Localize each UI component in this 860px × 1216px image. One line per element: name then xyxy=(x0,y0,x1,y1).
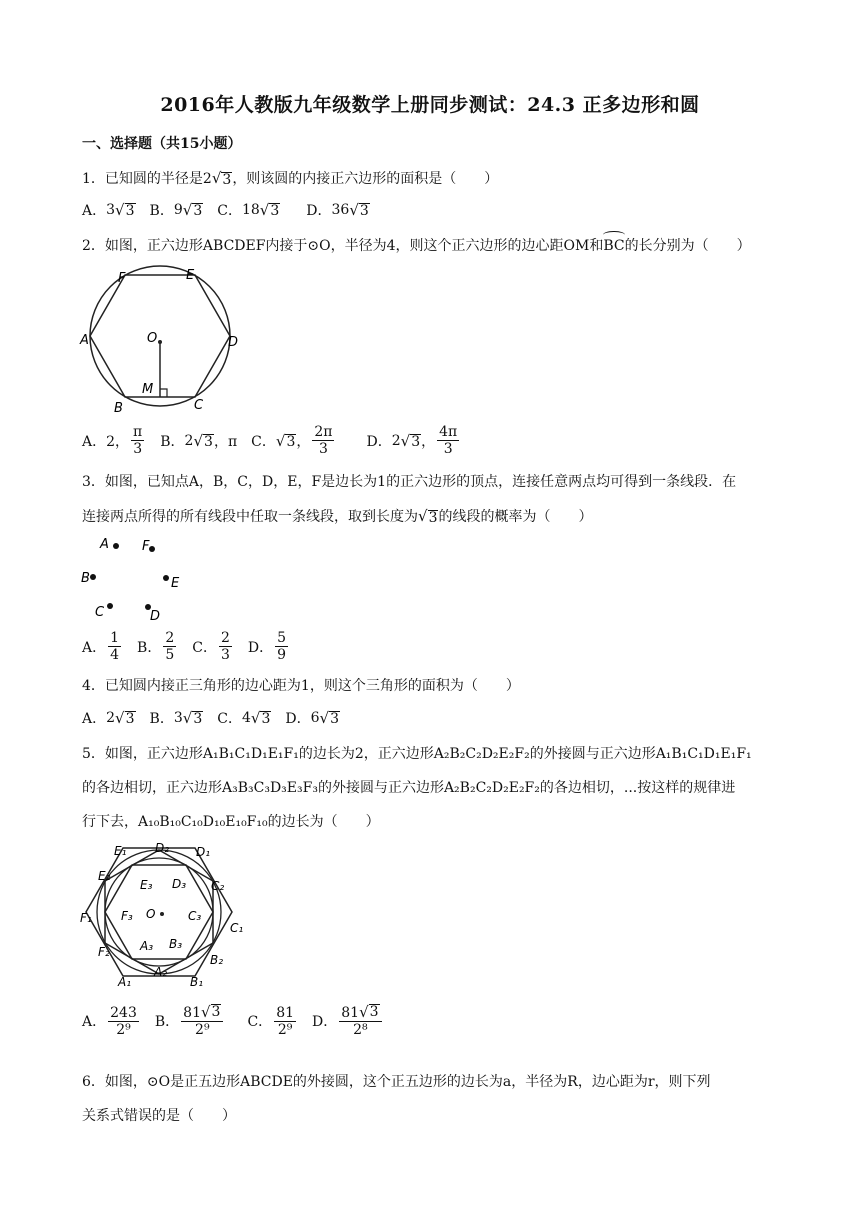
option-d[interactable]: D． 81 √ 3 2⁸ xyxy=(312,1004,384,1038)
question-4: 4．已知圆内接正三角形的边心距为1，则这个三角形的面积为（ ） xyxy=(82,678,520,694)
option-b[interactable]: B． 2 √ 3 ，π xyxy=(160,431,238,450)
label-f: F xyxy=(118,271,126,286)
question-5-line-1: 5．如图，正六边形A₁B₁C₁D₁E₁F₁的边长为2，正六边形A₂B₂C₂D₂E₂F₂的外接圆与正六边形A₁B₁C₁D₁E₁F₁ xyxy=(82,746,752,762)
svg-text:C₁: C₁ xyxy=(230,921,244,935)
label-b: B xyxy=(114,401,123,416)
svg-text:D₂: D₂ xyxy=(155,841,170,855)
svg-text:B₃: B₃ xyxy=(169,937,183,951)
option-a[interactable]: A． 2 √ 3 xyxy=(82,709,135,727)
label-m: M xyxy=(142,382,154,397)
svg-text:E₁: E₁ xyxy=(114,844,127,858)
question-1-options xyxy=(82,200,384,220)
option-b[interactable]: B． 3 √ 3 xyxy=(149,709,203,727)
option-a[interactable]: A． $\frac{243}{\text{2⁹}}$ xyxy=(82,1004,137,1038)
label-c: C xyxy=(194,398,204,413)
hexagon-points-figure xyxy=(78,530,198,626)
option-a[interactable]: A． $\frac{1}{4}$ xyxy=(82,630,120,663)
svg-text:D₁: D₁ xyxy=(196,845,211,859)
question-5-options xyxy=(82,1004,398,1038)
label-e: E xyxy=(171,576,180,591)
nested-hexagons-figure xyxy=(78,838,250,990)
option-b[interactable]: B． 81 √ 3 2⁹ xyxy=(155,1004,226,1038)
svg-text:C₂: C₂ xyxy=(211,879,225,893)
option-d[interactable]: D． 2 √ 3 ， $\frac{4\pi}{3}$ xyxy=(366,424,458,457)
label-b: B xyxy=(81,571,90,586)
label-d: D xyxy=(150,609,161,624)
svg-text:B₁: B₁ xyxy=(190,975,204,989)
svg-text:D₃: D₃ xyxy=(172,877,187,891)
svg-text:F₂: F₂ xyxy=(98,945,110,959)
label-e: E xyxy=(186,268,195,283)
question-3-line-1: 3．如图，已知点A，B，C，D，E，F是边长为1的正六边形的顶点，连接任意两点均可得到一条线段．在 xyxy=(82,474,737,490)
section-heading: 一、选择题（共15小题） xyxy=(82,136,242,152)
svg-text:E₃: E₃ xyxy=(140,878,153,892)
svg-text:O: O xyxy=(146,907,156,921)
option-c[interactable]: C． $\frac{2}{3}$ xyxy=(192,630,230,663)
option-a[interactable]: A． 3 √ 3 xyxy=(82,201,135,219)
question-1: 1．已知圆的半径是2 √ 3 ，则该圆的内接正六边形的面积是（ ） xyxy=(82,169,499,188)
svg-text:F₁: F₁ xyxy=(80,911,92,925)
label-o: O xyxy=(147,331,158,346)
option-c[interactable]: C． 18 √ 3 xyxy=(217,201,280,219)
option-d[interactable]: D． 6 √ 3 xyxy=(285,709,339,727)
arc-bc: BC xyxy=(603,238,625,254)
question-6-line-1: 6．如图，⊙O是正五边形ABCDE的外接圆，这个正五边形的边长为a，半径为R，边心距为r，则下列 xyxy=(82,1074,711,1090)
svg-text:E₂: E₂ xyxy=(98,869,111,883)
question-6-line-2: 关系式错误的是（ ） xyxy=(82,1108,236,1124)
svg-text:A₃: A₃ xyxy=(140,939,154,953)
label-a: A xyxy=(80,333,89,348)
question-5-line-3: 行下去，A₁₀B₁₀C₁₀D₁₀E₁₀F₁₀的边长为（ ） xyxy=(82,814,380,830)
label-f: F xyxy=(142,539,150,554)
label-c: C xyxy=(95,605,105,620)
option-d[interactable]: D． $\frac{5}{9}$ xyxy=(247,630,287,663)
option-d[interactable]: D． 36 √ 3 xyxy=(306,201,369,219)
question-3-options xyxy=(82,630,304,663)
page-title: 2016年人教版九年级数学上册同步测试：24.3 正多边形和圆 xyxy=(160,94,700,116)
question-3-line-2: 连接两点所得的所有线段中任取一条线段，取到长度为 √ 3 的线段的概率为（ ） xyxy=(82,507,593,526)
option-c[interactable]: C． 4 √ 3 xyxy=(217,709,271,727)
option-b[interactable]: B． 9 √ 3 xyxy=(149,201,203,219)
question-5-line-2: 的各边相切，正六边形A₃B₃C₃D₃E₃F₃的外接圆与正六边形A₂B₂C₂D₂E₂F₂的各边相切，...按这样的规律进 xyxy=(82,780,736,796)
svg-text:F₃: F₃ xyxy=(121,909,133,923)
option-b[interactable]: B． $\frac{2}{5}$ xyxy=(137,630,175,663)
svg-text:B₂: B₂ xyxy=(210,953,224,967)
question-2: 2．如图，正六边形ABCDEF内接于⊙O，半径为4，则这个正六边形的边心距OM和BC的长分别为（ ） xyxy=(82,238,751,254)
label-d: D xyxy=(228,335,239,350)
option-c[interactable]: C． √ 3 ， $\frac{2\pi}{3}$ xyxy=(251,424,333,457)
svg-text:C₃: C₃ xyxy=(188,909,202,923)
hexagon-in-circle-figure xyxy=(78,262,248,420)
svg-text:A₂: A₂ xyxy=(154,965,168,979)
question-4-options xyxy=(82,708,354,728)
option-c[interactable]: C． $\frac{81}{\text{2⁹}}$ xyxy=(247,1004,295,1038)
option-a[interactable]: A． 2， $\frac{\pi}{3}$ xyxy=(82,424,143,457)
svg-text:A₁: A₁ xyxy=(118,975,132,989)
label-a: A xyxy=(100,537,109,552)
question-2-options xyxy=(82,424,475,457)
